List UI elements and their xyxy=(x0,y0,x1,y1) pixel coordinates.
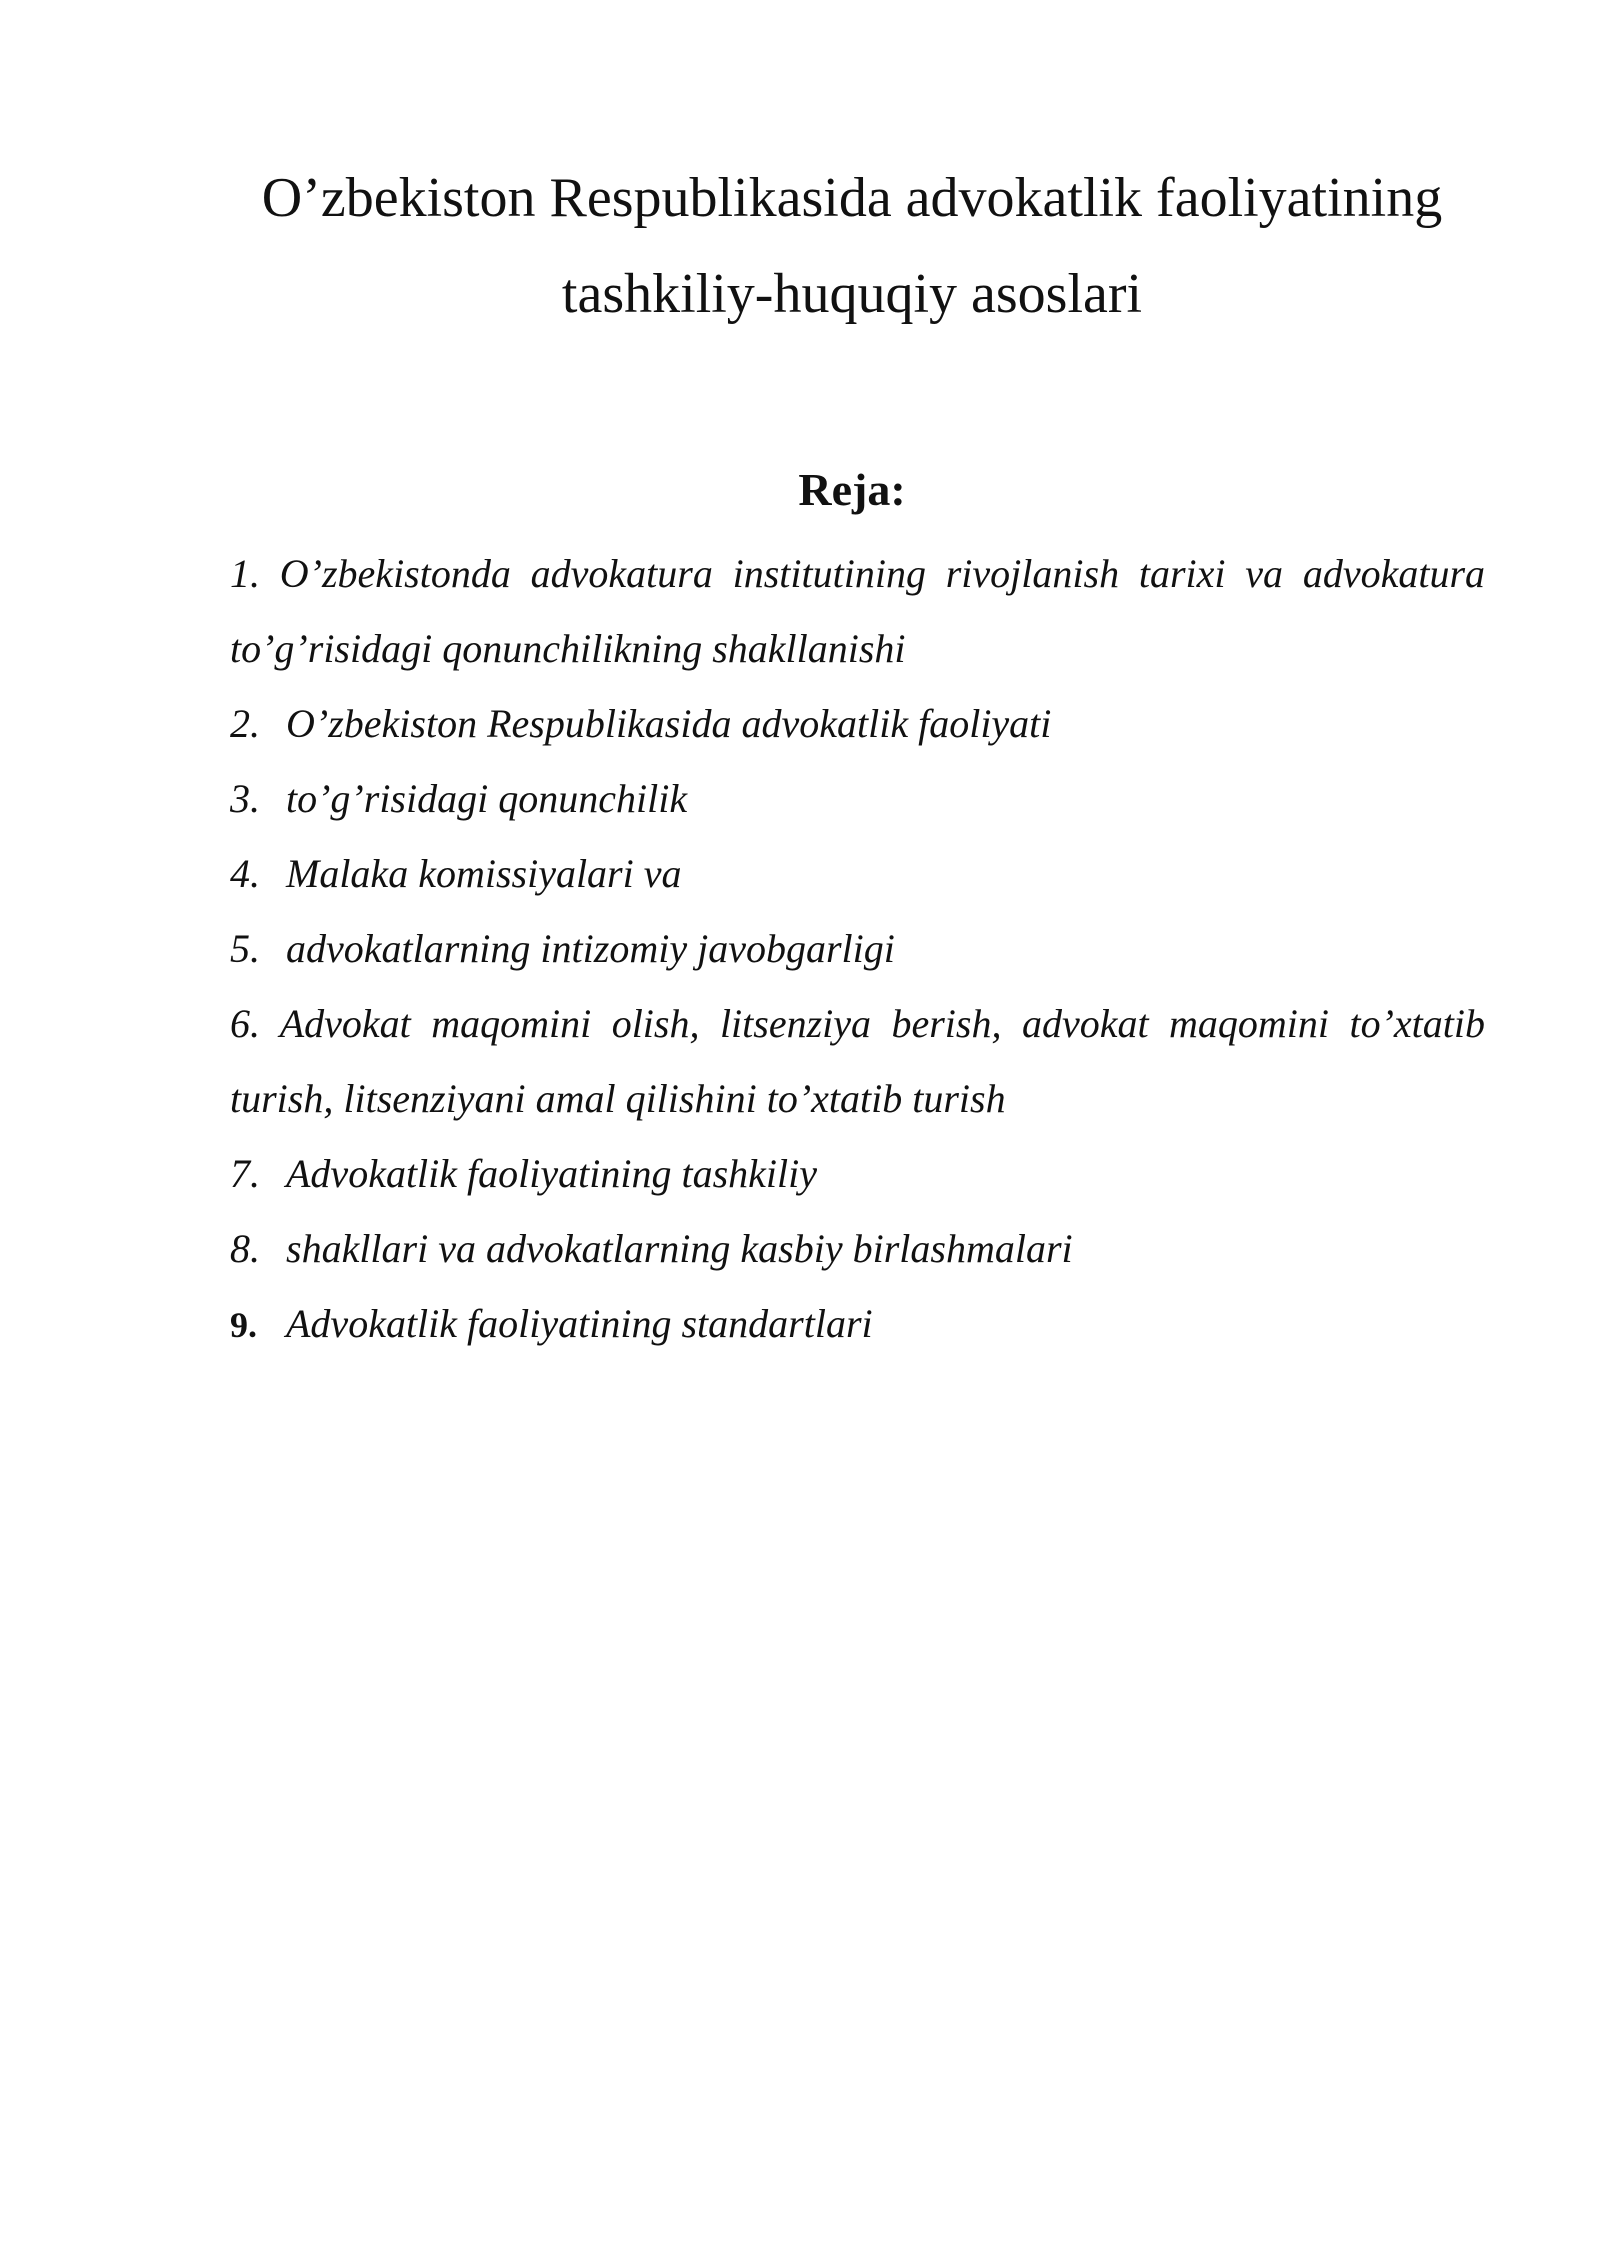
plan-item-4 xyxy=(230,836,1485,911)
plan-item-number: 4. xyxy=(230,851,260,896)
plan-heading: Reja: xyxy=(798,464,906,515)
plan-item-text: to’g’risidagi qonunchilik xyxy=(286,776,688,821)
plan-item-number: 1. xyxy=(230,551,260,596)
plan-item-number: 6. xyxy=(230,1001,260,1046)
plan-item-text: shakllari va advokatlarning kasbiy birlashmalari xyxy=(286,1226,1073,1271)
plan-item-6 xyxy=(230,986,1485,1136)
plan-item-text: O’zbekiston Respublikasida advokatlik faoliyati xyxy=(286,701,1052,746)
plan-item-text: O’zbekistonda advokatura institutining rivojlanish tarixi va advokatura to’g’risidagi qonunchilikning shakllanishi xyxy=(230,551,1486,671)
plan-item-7 xyxy=(230,1136,1485,1211)
plan-item-number: 5. xyxy=(230,926,260,971)
plan-item-9 xyxy=(230,1286,1485,1363)
plan-item-1 xyxy=(230,536,1485,686)
document-title xyxy=(220,150,1484,342)
plan-item-number: 8. xyxy=(230,1226,260,1271)
title-line-2: tashkiliy-huquqiy asoslari xyxy=(561,263,1143,325)
plan-item-number: 3. xyxy=(230,776,260,821)
plan-item-text: Advokatlik faoliyatining standartlari xyxy=(286,1301,873,1346)
plan-item-8 xyxy=(230,1211,1485,1286)
plan-item-number: 7. xyxy=(230,1151,260,1196)
plan-item-3 xyxy=(230,761,1485,836)
plan-item-text: Advokatlik faoliyatining tashkiliy xyxy=(286,1151,817,1196)
plan-item-number: 2. xyxy=(230,701,260,746)
plan-item-text: Advokat maqomini olish, litsenziya berish, advokat maqomini to’xtatib turish, litsenziyani amal qilishini to’xtatib turish xyxy=(230,1001,1485,1121)
plan-item-text: Malaka komissiyalari va xyxy=(286,851,682,896)
title-line-1: O’zbekiston Respublikasida advokatlik faoliyatining xyxy=(261,167,1443,229)
plan-item-number: 9. xyxy=(230,1305,257,1345)
plan-item-2 xyxy=(230,686,1485,761)
plan-list xyxy=(230,536,1485,1363)
plan-item-5 xyxy=(230,911,1485,986)
plan-item-text: advokatlarning intizomiy javobgarligi xyxy=(286,926,895,971)
